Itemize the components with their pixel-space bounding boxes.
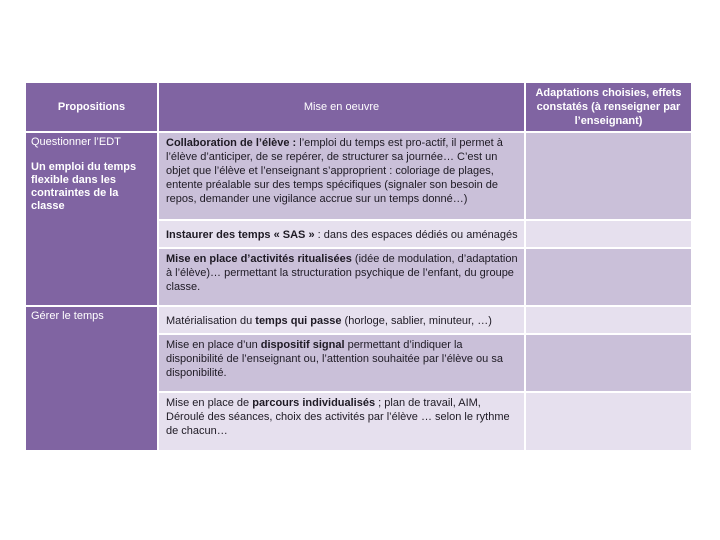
proposition-questionner-edt: [26, 133, 159, 307]
mise-text: (idée de modulation, d’adaptation à l’élève)… permettant la structuration psychique de l’enfant, du groupe classe.: [166, 253, 518, 293]
adaptation-cell[interactable]: [526, 221, 693, 249]
mise-prefix: Mise en place de: [166, 397, 253, 409]
header-mise-en-oeuvre: Mise en oeuvre: [159, 83, 526, 133]
adaptation-cell[interactable]: [526, 393, 693, 452]
adaptation-cell[interactable]: [526, 133, 693, 221]
mise-cell: [159, 335, 526, 393]
proposition-gerer-le-temps: [26, 307, 159, 452]
mise-bold: Collaboration de l’élève :: [166, 137, 297, 149]
mise-bold: parcours individualisés: [252, 397, 376, 409]
mise-cell: [159, 393, 526, 452]
mise-bold: dispositif signal: [260, 339, 345, 351]
mise-cell: [159, 307, 526, 335]
proposition-label: Gérer le temps: [31, 310, 104, 322]
mise-cell: [159, 221, 526, 249]
mise-bold: temps qui passe: [255, 314, 342, 327]
mise-text: (horloge, sablier, minuteur, …): [341, 314, 492, 327]
mise-text: : dans des espaces dédiés ou aménagés: [314, 228, 518, 241]
header-propositions: Propositions: [26, 83, 159, 133]
header-row: [26, 83, 693, 133]
propositions-table: [26, 83, 693, 452]
table-row: [26, 133, 693, 221]
proposition-label: Questionner l’EDT: [31, 136, 121, 148]
adaptation-cell[interactable]: [526, 335, 693, 393]
mise-text: ; plan de travail, AIM, Déroulé des séances, choix des activités par l’élève … selon le rythme de chacun…: [166, 397, 510, 437]
mise-bold: Instaurer des temps « SAS »: [166, 228, 315, 241]
adaptation-cell[interactable]: [526, 307, 693, 335]
mise-text: l’emploi du temps est pro-actif, il permet à l’élève d’anticiper, de se repérer, de structurer sa journée… C’est un objet que l’élève et l’enseignant s’approprient : coloriage de plages, entente préalable sur des temps spécifiques (signaler son besoin de repos, demander une vigilance accrue sur un temps donné…): [166, 137, 503, 205]
table-row: [26, 307, 693, 335]
mise-prefix: Matérialisation du: [166, 314, 256, 327]
mise-prefix: Mise en place d’un: [166, 339, 261, 351]
mise-cell: [159, 133, 526, 221]
mise-bold: Mise en place d’activités ritualisées: [166, 253, 352, 265]
adaptation-cell[interactable]: [526, 249, 693, 307]
proposition-sublabel: Un emploi du temps flexible dans les contraintes de la classe: [31, 161, 137, 212]
mise-text: permettant d’indiquer la disponibilité de l’enseignant ou, l’attention souhaitée par l’élève ou sa disponibilité.: [166, 339, 503, 379]
mise-cell: [159, 249, 526, 307]
header-adaptations: Adaptations choisies, effets constatés (à renseigner par l’enseignant): [526, 83, 693, 133]
